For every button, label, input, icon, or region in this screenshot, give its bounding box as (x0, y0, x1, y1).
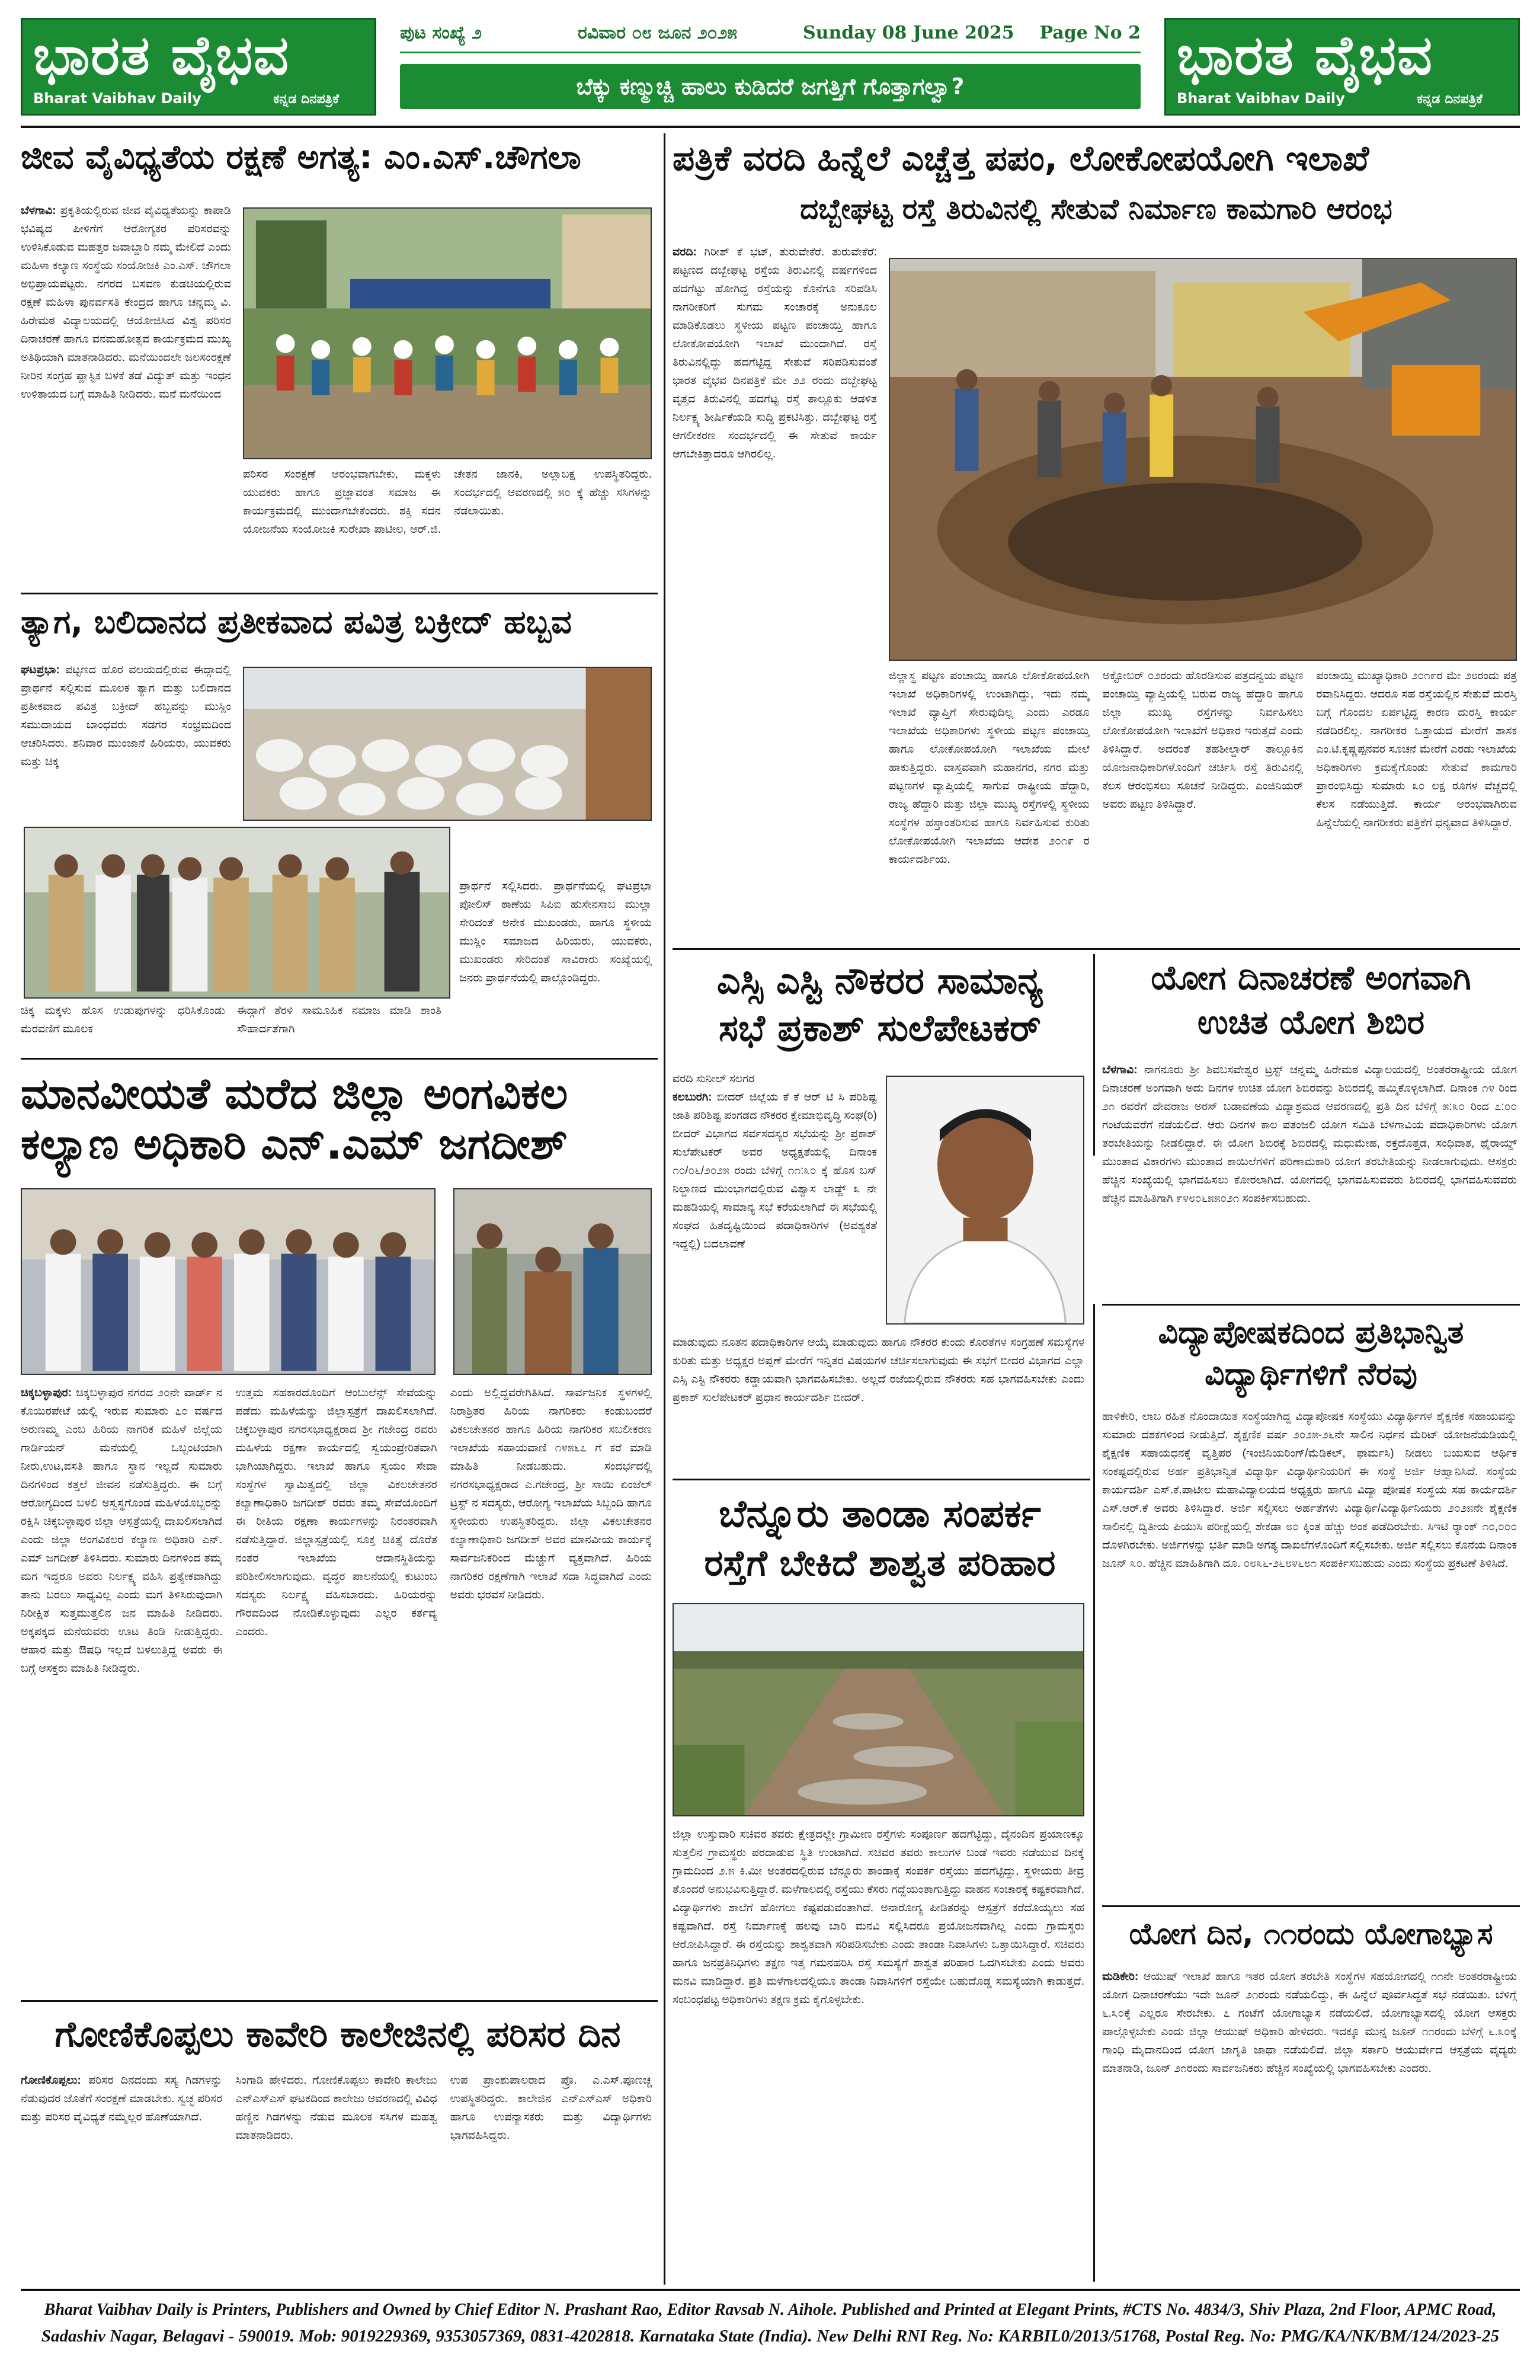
article-dateline: ಮಡಿಕೇರಿ: (1102, 1970, 1139, 1983)
photo-image (887, 1077, 1083, 1323)
article-headline-line1: ಮಾನವೀಯತೆ ಮರೆದ ಜಿಲ್ಲಾ ಅಂಗವಿಕಲ (21, 1069, 568, 1118)
article-headline: ತ್ಯಾಗ, ಬಲಿದಾನದ ಪ್ರತೀಕವಾದ ಪವಿತ್ರ ಬಕ್ರೀದ್ ಹಬ್ಬವ (21, 603, 572, 641)
article-column: ಪಂಚಾಯ್ತಿ ಮುಖ್ಯಾಧಿಕಾರಿ ೨೦೧೯ರ ಮೇ ೨೮ರಂದು ಪತ್ರ ರವಾನಿಸಿದ್ದರು. ಆದರೂ ಸಹ ರಸ್ತೆಯಲ್ಲಿನ ಸೇತುವೆ ದುರಸ್ತಿ ಬಗ್ಗೆ ಗೊಂದಲ ಏರ್ಪಟ್ಟಿದ್ದ ಕಾರಣ ದುರಸ್ತಿ ಕಾರ್ಯ ನಡೆದಿರಲಿಲ್ಲ. ನಾಗರೀಕರ ಒತ್ತಾಯದ ಮೇರೆಗೆ ಶಾಸಕ ಎಂ.ಟಿ.ಕೃಷ್ಣಪ್ಪನವರ ಸೂಚನೆ ಮೇರೆಗೆ ಎರಡು ಇಲಾಖೆಯ ಅಧಿಕಾರಿಗಳು ಕ್ರಮಕೈಗೊಂಡು ಸೇತುವೆ ಕಾಮಗಾರಿ ಪ್ರಾರಂಭಿಸಿದ್ದು ಸುಮಾರು ೩೦ ಲಕ್ಷ ರೂಗಳ ವೆಚ್ಚದಲ್ಲಿ ಕೆಲಸ ನಡೆಯುತ್ತಿದೆ. ಕಾರ್ಯ ಆರಂಭವಾಗಿರುವ ಹಿನ್ನೆಲೆಯಲ್ಲಿ ನಾಗರೀಕರು ಪತ್ರಿಕೆಗೆ ಧನ್ಯವಾದ ತಿಳಿಸಿದ್ದಾರೆ. (1316, 670, 1517, 829)
article-text: ಪ್ರಕೃತಿಯಲ್ಲಿರುವ ಜೀವ ವೈವಿಧ್ಯತೆಯನ್ನು ಕಾಪಾಡಿ ಭವಿಷ್ಯದ ಪೀಳಿಗೆಗೆ ಆರೋಗ್ಯಕರ ಪರಿಸರವನ್ನು ಉಳಿಸಿಕೊಡುವ ಮಹತ್ತರ ಜವಾಬ್ದಾರಿ ನಮ್ಮ ಮೇಲಿದೆ ಎಂದು ಮಹಿಳಾ ಕಲ್ಯಾಣ ಸಂಸ್ಥೆಯ ಸಂಯೋಜಕಿ ಎಂ.ಎಸ್. ಚೌಗಲಾ ಅಭಿಪ್ರಾಯಪಟ್ಟರು. ನಗರದ ಬಸವಣ ಕುಡಚಿಯಲ್ಲಿರುವ ರಕ್ಷಣೆ ಮಹಿಳಾ ಪುನರ್ವಸತಿ ಕೇಂದ್ರದ ಹಾಗೂ ಚನ್ನಮ್ಮ ವಿ. ಹಿರೇಮಠ ವಿದ್ಯಾಲಯದಲ್ಲಿ ಆಯೋಜಿಸಿದ ವಿಶ್ವ ಪರಿಸರ ದಿನಾಚರಣೆ ಹಾಗೂ ವನಮಹೋತ್ಸವ ಕಾರ್ಯಕ್ರಮದ ಮುಖ್ಯ ಅತಿಥಿಯಾಗಿ ಮಾತನಾಡಿದರು. ಮನೆಯಿಂದಲೇ ಜಲಸಂರಕ್ಷಣೆ ನೀರಿನ ಸಂಗ್ರಹ ಪ್ಲಾಸ್ಟಿಕ ಬಳಕೆ ತಡೆ ವಿದ್ಯುತ್ ಮತ್ತು ಇಂಧನ ಉಳಿತಾಯದ ಬಗ್ಗೆ ಮಾಹಿತಿ ನೀಡಿದರು. ಮನೆ ಮನೆಯಿಂದ (21, 204, 231, 401)
photo-image (674, 1604, 1083, 1815)
photo-rescue-elderly-woman (453, 1188, 652, 1375)
article-bakrid (21, 599, 655, 1055)
article-headline-line2: ರಸ್ತೆಗೆ ಬೇಕಿದೆ ಶಾಶ್ವತ ಪರಿಹಾರ (704, 1543, 1056, 1584)
article-tanda-road (673, 1485, 1087, 2282)
article-subheadline: ದಬ್ಬೇಘಟ್ಟ ರಸ್ತೆ ತಿರುವಿನಲ್ಲಿ ಸೇತುವೆ ನಿರ್ಮಾಣ ಕಾಮಗಾರಿ ಆರಂಭ (800, 193, 1392, 226)
photo-image (22, 1189, 434, 1374)
article-body (1102, 1968, 1517, 2276)
article-column (450, 1384, 652, 1976)
article-headline-line2: ಸಭೆ ಪ್ರಕಾಶ್ ಸುಲೆಪೇಟಕರ್ (719, 1006, 1041, 1050)
article-dateline: ಕಲಬುರಗಿ: (673, 1091, 712, 1103)
article-scst-meeting (673, 954, 1087, 1473)
article-dateline: ವರದಿ: (673, 246, 697, 258)
article-headline-line2: ಉಚಿತ ಯೋಗ ಶಿಬಿರ (1197, 1003, 1425, 1042)
masthead-tagline: ಬೆಕ್ಕು ಕಣ್ಮುಚ್ಚಿ ಹಾಲು ಕುಡಿದರೆ ಜಗತ್ತಿಗೆ ಗೊತ್ತಾಗಲ್ವಾ? (400, 64, 1141, 109)
article-body-continued: ಮಾಡುವುದು ನೂತನ ಪದಾಧಿಕಾರಿಗಳ ಆಯ್ಕೆ ಮಾಡುವುದು ಹಾಗೂ ನೌಕರರ ಕುಂದು ಕೊರತೆಗಳ ಸಂಗ್ರಹಣೆ ಸಮಸ್ಯೆಗಳ ಕುರಿತು ಮತ್ತು ಅಧ್ಯಕ್ಷರ ಅಪ್ಪಣೆ ಮೇರೆಗೆ ಇನ್ನಿತರ ವಿಷಯಗಳ ಚರ್ಚಿಸಲಾಗುವುದು ಈ ಸಭೆಗೆ ಬೀದರ ವಿಭಾಗದ ಎಲ್ಲಾ ಎಸ್ಸಿ ಎಸ್ಟಿ ನೌಕರರು ಕಡ್ಡಾಯವಾಗಿ ಭಾಗವಹಿಸಬೇಕು. ಅಲ್ಲದೆ ರಜೆಯಲ್ಲಿರುವ ನೌಕರರು ಸಹ ಭಾಗವಹಿಸಬೇಕು ಎಂದು ಪ್ರಕಾಶ್ ಸುಲೆಪೇಟಕರ್ ಪ್ರಧಾನ ಕಾರ್ಯದರ್ಶಿ ಬೀದರ್. (673, 1336, 1084, 1404)
article-column (21, 2071, 222, 2273)
article-body (21, 1384, 652, 1976)
masthead-title: ಭಾರತ ವೈಭವ (33, 23, 290, 87)
article-body-bottom: ಚಿಕ್ಕ ಮಕ್ಕಳು ಹೊಸ ಉಡುಪುಗಳನ್ನು ಧರಿಸಿಕೊಂಡು ಮೆರವಣಿಗೆ ಮೂಲಕ (21, 1005, 225, 1035)
footer-imprint-line2: Sadashiv Nagar, Belagavi - 590019. Mob: 9019229369, 9353057369, 0831-4202818. Karnataka State (India). New Delhi RNI Reg. No: KARBIL0/2013/51768, Postal Reg. No: PMG/KA/NK/BM/124/2023-25 (41, 2327, 1500, 2346)
article-dateline: ಚಿಕ್ಕಬಳ್ಳಾಪುರ: (21, 1387, 72, 1399)
article-body (21, 2071, 652, 2273)
section-divider (673, 948, 1520, 950)
masthead-info-row (400, 18, 1141, 53)
article-text: ಎಂದು ಅಲ್ಲಿದ್ದವರೇಗಿತಿಸಿದೆ. ಸಾರ್ವಜನಿಕ ಸ್ಥಳಗಳಲ್ಲಿ ನಿರಾಶ್ರಿತರ ಹಿರಿಯ ನಾಗರಿಕರು ಕಂಡುಬಂದರೆ ವಿಕಲಚೇತನರ ಹಾಗೂ ಹಿರಿಯ ನಾಗರಿಕರ ಸಬಲೀಕರಣ ಇಲಾಖೆಯ ಸಹಾಯವಾಣಿ ೧೪೫೬೭ ಗೆ ಕರೆ ಮಾಡಿ ಮಾಹಿತಿ ನೀಡಬಹುದು. ಸಂದರ್ಭದಲ್ಲಿ ನಗರಸಭಾಧ್ಯಕ್ಷರಾದ ಎ.ಗಜೇಂದ್ರ, ಶ್ರೀ ಸಾಯಿ ಏಂಜೆಲ್ ಟ್ರಸ್ಟ್ ನ ಸದಸ್ಯರು, ಆರೋಗ್ಯ ಇಲಾಖೆಯ ಸಿಬ್ಬಂದಿ ಹಾಗೂ ಸ್ಥಳೀಯರು ಉಪಸ್ಥಿತರಿದ್ದರು. (450, 1387, 652, 1528)
article-body (21, 201, 231, 587)
article-text: ನಾಗನೂರು ಶ್ರೀ ಶಿವಬಸವೇಶ್ವರ ಟ್ರಸ್ಟ್ ಚನ್ನಮ್ಮ ಹಿರೇಮಠ ವಿದ್ಯಾಲಯದಲ್ಲಿ ಅಂತರರಾಷ್ಟ್ರೀಯ ಯೋಗ ದಿನಾಚರಣೆ ಅಂಗವಾಗಿ ಅದು ದಿನಗಳ ಉಚಿತ ಯೋಗ ಶಿಬಿರವನ್ನು ಶಿಬಿರದಲ್ಲಿ ಹಮ್ಮಿಕೊಳ್ಳಲಾಗಿದೆ. ದಿನಾಂಕ ೧೪ ರಿಂದ ೨೧ ರವರೆಗೆ ದೇವರಾಜ ಅರಸ್ ಬಡಾವಣೆಯ ವಿದ್ಯಾಶ್ರಮದ ಆವರಣದಲ್ಲಿ ಪ್ರತಿ ದಿನ ಬೆಳಿಗ್ಗೆ ೫:೩೦ ರಿಂದ ೭:೦೦ ಗಂಟೆಯವರೆಗೆ ನಡೆಯಲಿದೆ. ಆರು ದಿನಗಳ ಕಾಲ ಪತಂಜಲಿ ಯೋಗ ಸಮಿತಿ ಬೆಳಗಾವಿಯ ಪದಾಧಿಕಾರಿಗಳು ಯೋಗ ತರಬೇತಿಯನ್ನು ನೀಡಲಿದ್ದಾರೆ. ಈ ಯೋಗ ಶಿಬಿರಕ್ಕೆ ಶಿಬಿರದಲ್ಲಿ ಮಧುಮೇಹ, ರಕ್ತದೊತ್ತಡ, ಸಂಧಿವಾತ, ಥೈರಾಯ್ಡ್ ಮುಂತಾದ ವಿಕಾರಗಳು ಮುಂತಾದ ಕಾಯಿಲೆಗಳಿಗೆ ಪರಿಣಾಮಕಾರಿ ಯೋಗ ತರಬೇತಿಯನ್ನು ನೀಡಲಾಗುವುದು. ಆಸಕ್ತರು ಹೆಚ್ಚಿನ ಸಂಖ್ಯೆಯಲ್ಲಿ ಭಾಗವಹಿಸಲು ಕೋರಲಾಗಿದೆ. ಯೋಗದಲ್ಲಿ ಭಾಗವಹಿಸುವವರು ಶಿಬಿರದಲ್ಲಿ ಭಾಗವಹಿಸುವವರು ಹೆಚ್ಚಿನ ಮಾಹಿತಿಗಾಗಿ ೯೪೮೦೬೫೫೦೨೧ ಸಂಪರ್ಕಿಸಬಹುದು. (1102, 1064, 1517, 1205)
masthead-logo-left (21, 18, 376, 116)
article-biodiversity (21, 133, 655, 590)
article-body (673, 1070, 877, 1330)
article-text: ಪಟ್ಟಣದ ಹೊರ ವಲಯದಲ್ಲಿರುವ ಈದ್ಗಾದಲ್ಲಿ ಪ್ರಾರ್ಥನೆ ಸಲ್ಲಿಸುವ ಮೂಲಕ ತ್ಯಾಗ ಮತ್ತು ಬಲಿದಾನದ ಪ್ರತೀಕವಾದ ಪವಿತ್ರ ಬಕ್ರೀದ್ ಹಬ್ಬವನ್ನು ಮುಸ್ಲಿಂ ಸಮುದಾಯದ ಬಾಂಧವರು ಸಡಗರ ಸಂಭ್ರಮದಿಂದ ಆಚರಿಸಿದರು. ಶನಿವಾರ ಮುಂಜಾನೆ ಹಿರಿಯರು, ಯುವಕರು ಮತ್ತು ಚಿಕ್ಕ (21, 664, 231, 768)
article-body-bottom: ಈದ್ಗಾಗೆ ತೆರಳಿ ಸಾಮೂಹಿಕ ನಮಾಜ ಮಾಡಿ ಶಾಂತಿ ಸೌಹಾರ್ದತೆಗಾಗಿ (237, 1005, 441, 1035)
article-column: ಉತ್ತಮ ಸಹಕಾರದೊಂದಿಗೆ ಆಂಬುಲೆನ್ಸ್ ಸೇವೆಯನ್ನು ಪಡೆದು ಮಹಿಳೆಯನ್ನು ಜಿಲ್ಲಾಸ್ಪತ್ರೆಗೆ ದಾಖಲಿಸಲಾಗಿದೆ. ಚಿಕ್ಕಬಳ್ಳಾಪುರ ನಗರಸಭಾಧ್ಯಕ್ಷರಾದ ಶ್ರೀ ಗಜೇಂದ್ರ ರವರು ಮಹಿಳೆಯ ರಕ್ಷಣಾ ಕಾರ್ಯದಲ್ಲಿ ಸ್ವಯಂಪ್ರೇರಿತವಾಗಿ ಭಾಗಿಯಾಗಿದ್ದರು. ಇಲಾಖೆ ಹಾಗೂ ಸ್ವಯಂ ಸೇವಾ ಸಂಸ್ಥೆಗಳ ಸ್ವಾಮಿತ್ವದಲ್ಲಿ ಜಿಲ್ಲಾ ವಿಕಲಚೇತನರ ಕಲ್ಯಾಣಾಧಿಕಾರಿ ಜಗದೀಶ್ ರವರು ತಮ್ಮ ಸೇವೆಯೊಂದಿಗೆ ಈ ರೀತಿಯ ರಕ್ಷಣಾ ಕಾರ್ಯಗಳನ್ನು ನಿರಂತರವಾಗಿ ನಡೆಸುತ್ತಿದ್ದಾರೆ. ಜಿಲ್ಲಾಸ್ಪತ್ರೆಯಲ್ಲಿ ಸೂಕ್ತ ಚಿಕಿತ್ಸೆ ದೊರೆತ ನಂತರ ಇಲಾಖೆಯ ಆದಾನಸ್ಥಿತಿಯನ್ನು ಪರಿಶೀಲಿಸಲಾಗುವುದು. ವೃದ್ಧರ ಪಾಲನೆಯಲ್ಲಿ ಕುಟುಂಬ ಸದಸ್ಯರು ನಿರ್ಲಕ್ಷ್ಯ ವಹಿಸಬಾರದು. ಹಿರಿಯರನ್ನು ಗೌರವದಿಂದ ನೋಡಿಕೊಳ್ಳುವುದು ಎಲ್ಲರ ಕರ್ತವ್ಯ ಎಂದರು. (235, 1387, 437, 1638)
photo-environment-day-group (243, 207, 652, 459)
article-headline: ಜೀವ ವೈವಿಧ್ಯತೆಯ ರಕ್ಷಣೆ ಅಗತ್ಯ: ಎಂ.ಎಸ್.ಚೌಗಲಾ (21, 138, 581, 177)
article-text: ಗಿರೀಶ್ ಕೆ ಭಟ್, ತುರುವೇಕೆರೆ. ತುರುವೇಕೆರೆ: ಪಟ್ಟಣದ ದಬ್ಬೇಘಟ್ಟ ರಸ್ತೆಯ ತಿರುವಿನಲ್ಲಿ ವರ್ಷಗಳಿಂದ ಹದಗೆಟ್ಟು ಹೋಗಿದ್ದ ರಸ್ತೆಯನ್ನು ಕೊನೆಗೂ ಸರಿಪಡಿಸಿ ನಾಗರೀಕರಿಗೆ ಸುಗಮ ಸಂಚಾರಕ್ಕೆ ಅನುಕೂಲ ಮಾಡಿಕೊಡಲು ಸ್ಥಳೀಯ ಪಟ್ಟಣ ಪಂಚಾಯ್ತಿ ಹಾಗೂ ಲೋಕೋಪಯೋಗಿ ಇಲಾಖೆ ಮುಂದಾಗಿದೆ. ರಸ್ತೆ ತಿರುವಿನಲ್ಲಿದ್ದು ಹದಗೆಟ್ಟಿದ್ದ ಸೇತುವೆ ಸರಿಪಡಿಸುವಂತೆ ಭಾರತ ವೈಭವ ದಿನಪತ್ರಿಕೆ ಮೇ ೨೨ ರಂದು ದಬ್ಬೇಘಟ್ಟ ವೃತ್ತದ ತಿರುವಿನಲ್ಲಿ ಹದಗೆಟ್ಟ ರಸ್ತೆ ತಾಲ್ಲೂಕು ಆಡಳಿತ ನಿರ್ಲಕ್ಷ್ಯ ಶೀರ್ಷಿಕೆಯಡಿ ಸುದ್ದಿ ಪ್ರಕಟಿಸಿತ್ತು. ದಬ್ಬೇಘಟ್ಟ ರಸ್ತೆ ಆಗಲೀಕರಣ ಸಂದರ್ಭದಲ್ಲಿ ಈ ಸೇತುವೆ ಕಾರ್ಯ ಆಗಬೇಕಿತ್ತಾದರೂ ಆಗಿರಲಿಲ್ಲ. (673, 246, 877, 460)
masthead-subtitle-en: Bharat Vaibhav Daily (1177, 90, 1345, 107)
date-en: Sunday 08 June 2025 (803, 23, 1014, 43)
article-text: ಚಿಕ್ಕಬಳ್ಳಾಪುರ ನಗರದ ೨೦ನೇ ವಾರ್ಡ್ ನ ಕೊಯಿರಪೇಟೆ ಯಲ್ಲಿ ಇರುವ ಸುಮಾರು ೭೦ ವರ್ಷದ ಅರುಣಮ್ಮ ಎಂಬ ಹಿರಿಯ ನಾಗರಿಕ ಮಹಿಳೆ ಜಿಲ್ಲೆಯ ಗಾರ್ಡಿಯನ್ ಮನೆಯಲ್ಲಿ ಒಬ್ಬಂಟಿಯಾಗಿ ನೀರು,ಉಟ,ವಸತಿ ಹಾಗೂ ಸ್ಥಾನ ಇಲ್ಲದೆ ಸುಮಾರು ದಿನಗಳಿಂದ ಕತ್ತಲೆ ಜೀವನ ನಡೆಸುತ್ತಿದ್ದರು. ಈ ಬಗ್ಗೆ ಆರೋಗ್ಯದಿಂದ ಬಳಲಿ ಅಸ್ವಸ್ಥಗೊಂಡ ಮಹಿಳೆಯೊಬ್ಬರನ್ನು ರಕ್ಷಿಸಿ ಚಿಕ್ಕಬಳ್ಳಾಪುರ ಜಿಲ್ಲಾ ಆಸ್ಪತ್ರೆಯಲ್ಲಿ ದಾಖಲಿಸಲಾಗಿದೆ ಎಂದು ಜಿಲ್ಲಾ ಅಂಗವಿಕಲರ ಕಲ್ಯಾಣ ಅಧಿಕಾರಿ ಎನ್. ಎಮ್ ಜಗದೀಶ್ ತಿಳಿಸಿದರು. ಸುಮಾರು ದಿನಗಳಿಂದ ತಮ್ಮ ಮಗ ಇದ್ದರೂ ಅವರು ನಿರ್ಲಕ್ಷ್ಯ ವಹಿಸಿ ಪ್ರತ್ಯೇಕವಾಗಿದ್ದು ತಾನು ಬರಲು ಸಾಧ್ಯವಿಲ್ಲ ಎಂದು ಮಗ ತಿಳಿಸಿರುವುದಾಗಿ ನಿರೀಕ್ಷಿತ ಸುತ್ತಮುತ್ತಲಿನ ಜನ ಮಾಹಿತಿ ನೀಡಿದರು. ಅಕ್ಕಪಕ್ಕದ ಮನೆಯವರು ಊಟ ತಿಂಡಿ ನೀಡುತ್ತಿದ್ದರು. ಆಹಾರ ಮತ್ತು ಔಷಧಿ ಇಲ್ಲದೆ ಬಳಲುತ್ತಿದ್ದ ಅವರು ಈ ಬಗ್ಗೆ ಆಸಕ್ತರು ಮಾಹಿತಿ ನೀಡಿದ್ದರು. (21, 1387, 223, 1675)
article-body-continued (889, 667, 1517, 936)
photo-officials-group (21, 1188, 436, 1375)
article-headline-line1: ಎಸ್ಸಿ ಎಸ್ಟಿ ನೌಕರರ ಸಾಮಾನ್ಯ (716, 959, 1043, 1002)
photo-eid-prayer (243, 667, 652, 821)
article-yoga-day (1102, 1911, 1520, 2282)
article-column: ಸಿಂಗಾಡಿ ಹೇಳಿದರು. ಗೋಣಿಕೊಪ್ಪಲು ಕಾವೇರಿ ಕಾಲೇಜು ಎನ್ಎಸ್ಎಸ್ ಘಟಕದಿಂದ ಕಾಲೇಜು ಆವರಣದಲ್ಲಿ ವಿವಿಧ ಹಣ್ಣಿನ ಗಿಡಗಳನ್ನು ನೆಡುವ ಮೂಲಕ ಸಸಿಗಳ ಮಹತ್ವ ಮಾತನಾಡಿದರು. (235, 2074, 437, 2142)
photo-image (244, 209, 651, 458)
article-text: ಬೀದರ್ ಜಿಲ್ಲೆಯ ಕೆ ಕೆ ಆರ್ ಟಿ ಸಿ ಪರಿಶಿಷ್ಟ ಜಾತಿ ಪರಿಶಿಷ್ಟ ಪಂಗಡದ ನೌಕರರ ಕ್ಷೇಮಾಭಿವೃದ್ಧಿ ಸಂಘ(ರಿ) ಬೀದರ್ ವಿಭಾಗದ ಸರ್ವಸದಸ್ಯರ ಸಭೆಯನ್ನು ಶ್ರೀ ಪ್ರಕಾಶ್ ಸುಲೆಪೇಟಕರ್ ಅವರ ಅಧ್ಯಕ್ಷತೆಯಲ್ಲಿ ದಿನಾಂಕ ೧೦/೦೬/೨೦೨೫ ರಂದು ಬೆಳಿಗ್ಗೆ ೧೧:೩೦ ಕ್ಕೆ ಹೊಸ ಬಸ್ ನಿಲ್ದಾಣದ ಮುಂಭಾಗದಲ್ಲಿರುವ ವಿಶ್ವಾಸ ಲಾಡ್ಜ್ ೩ ನೇ ಮಹಡಿಯಲ್ಲಿ ಸಾಮಾನ್ಯ ಸಭೆ ಕರೆಯಲಾಗಿದೆ ಈ ಸಭೆಯಲ್ಲಿ ಸಂಘದ ಹಿತದೃಷ್ಟಿಯಿಂದ ಪದಾಧಿಕಾರಿಗಳ (ಅವಶ್ಯಕತೆ ಇದ್ದಲ್ಲಿ) ಬದಲಾವಣೆ (673, 1091, 877, 1250)
article-headline-line2: ಕಲ್ಯಾಣ ಅಧಿಕಾರಿ ಎನ್.ಎಮ್ ಜಗದೀಶ್ (21, 1119, 568, 1169)
page-number-kn: ಪುಟ ಸಂಖ್ಯೆ ೨ (400, 23, 482, 43)
article-text: ಜಿಲ್ಲಾ ವಿಕಲಚೇತನರ ಕಲ್ಯಾಣಾಧಿಕಾರಿ ಜಗದೀಶ್ ಅವರ ಮಾನವೀಯ ಕಾರ್ಯಕ್ಕೆ ಸಾರ್ವಜನಿಕರಿಂದ ಮೆಚ್ಚುಗೆ ವ್ಯಕ್ತವಾಗಿದೆ. ಹಿರಿಯ ನಾಗರಿಕರ ರಕ್ಷಣೆಗಾಗಿ ಇಲಾಖೆ ಸದಾ ಸಿದ್ಧವಾಗಿದೆ ಎಂದು ಅವರು ಭರವಸೆ ನೀಡಿದರು. (450, 1515, 652, 1601)
article-disability-officer (21, 1064, 655, 1988)
photo-police-officers (24, 827, 450, 999)
article-dateline: ಘಟಪ್ರಭಾ: (21, 664, 60, 676)
article-column (21, 1384, 222, 1976)
article-yoga-camp (1102, 954, 1520, 1301)
article-column: ಉಪ ಪ್ರಾಂಶುಪಾಲರಾದ ಪ್ರೊ. ಎ.ಎಸ್.ಪೂಣಚ್ಚ ಉಪಸ್ಥಿತರಿದ್ದರು. ಕಾಲೇಜಿನ ಎನ್ಎಸ್ಎಸ್ ಅಧಿಕಾರಿ ಹಾಗೂ ಉಪನ್ಯಾಸಕರು ಮತ್ತು ವಿದ್ಯಾರ್ಥಿಗಳು ಭಾಗವಹಿಸಿದ್ದರು. (450, 2074, 652, 2142)
article-headline: ಯೋಗ ದಿನ, ೧೧ರಂದು ಯೋಗಾಭ್ಯಾಸ (1129, 1917, 1493, 1951)
page-number-en: Page No 2 (1039, 23, 1141, 43)
section-divider (1102, 1905, 1520, 1907)
section-divider (21, 1058, 658, 1060)
column-divider (664, 133, 665, 2285)
article-body: ಜಿಲ್ಲಾ ಉಸ್ತುವಾರಿ ಸಚಿವರ ತವರು ಕ್ಷೇತ್ರದಲ್ಲೇ ಗ್ರಾಮೀಣ ರಸ್ತೆಗಳು ಸಂಪೂರ್ಣ ಹದಗೆಟ್ಟಿದ್ದು, ದೈನಂದಿನ ಪ್ರಯಾಣಕ್ಕೂ ಸುತ್ತಲಿನ ಗ್ರಾಮಸ್ಥರು ಪರದಾಡುವ ಸ್ಥಿತಿ ಉಂಟಾಗಿದೆ. ಸಚಿವರ ತವರು ಕಾಲುಗಳ ಬಂಡೆ ಇವರು ನಡೆಯುವ ದಿನಕ್ಕೆ ಗ್ರಾಮದಿಂದ ೨.೫ ಕಿ.ಮೀ ಅಂತರದಲ್ಲಿರುವ ಬೆನ್ನೂರು ತಾಂಡಾಕ್ಕೆ ಸಂಪರ್ಕ ರಸ್ತೆಯು ಹದಗೆಟ್ಟಿದ್ದು, ಸ್ಥಳೀಯರು ತೀವ್ರ ತೊಂದರೆ ಅನುಭವಿಸುತ್ತಿದ್ದಾರೆ. ಮಳೆಗಾಲದಲ್ಲಿ ರಸ್ತೆಯು ಕೆಸರು ಗದ್ದೆಯಂತಾಗುತ್ತಿದ್ದು ವಾಹನ ಸಂಚಾರಕ್ಕೆ ಕಷ್ಟಕರವಾಗಿದೆ. ವಿದ್ಯಾರ್ಥಿಗಳು ಶಾಲೆಗೆ ಹೋಗಲು ಕಷ್ಟಪಡುವಂತಾಗಿದೆ. ಅನಾರೋಗ್ಯ ಪೀಡಿತರನ್ನು ಆಸ್ಪತ್ರೆಗೆ ಕರೆದೊಯ್ಯಲು ಸಹ ಕಷ್ಟವಾಗಿದೆ. ರಸ್ತೆ ನಿರ್ಮಾಣಕ್ಕೆ ಹಲವು ಬಾರಿ ಮನವಿ ಸಲ್ಲಿಸಿದರೂ ಪ್ರಯೋಜನವಾಗಿಲ್ಲ ಎಂದು ಗ್ರಾಮಸ್ಥರು ಆರೋಪಿಸಿದ್ದಾರೆ. ಈ ರಸ್ತೆಯನ್ನು ಶಾಶ್ವತವಾಗಿ ಸರಿಪಡಿಸಬೇಕು ಎಂದು ತಾಂಡಾ ನಿವಾಸಿಗಳು ಒತ್ತಾಯಿಸಿದ್ದಾರೆ. ಸಚಿವರು ಹಾಗೂ ಜನಪ್ರತಿನಿಧಿಗಳು ತಕ್ಷಣ ಇತ್ತ ಗಮನಹರಿಸಿ ರಸ್ತೆ ಸಮಸ್ಯೆಗೆ ಶಾಶ್ವತ ಪರಿಹಾರ ಒದಗಿಸಬೇಕು ಎಂದು ಅವರು ಮನವಿ ಮಾಡಿದ್ದಾರೆ. ಪ್ರತಿ ಮಳೆಗಾಲದಲ್ಲಿಯೂ ತಾಂಡಾ ನಿವಾಸಿಗಳಿಗೆ ರಸ್ತೆಯೇ ಬಹುದೊಡ್ಡ ಸಮಸ್ಯೆಯಾಗಿ ಕಾಡುತ್ತದೆ. ಸಂಬಂಧಪಟ್ಟ ಅಧಿಕಾರಿಗಳು ತಕ್ಷಣ ಕ್ರಮ ಕೈಗೊಳ್ಳಬೇಕು. (673, 1828, 1084, 2006)
article-text: ಆಯುಷ್ ಇಲಾಖೆ ಹಾಗೂ ಇತರ ಯೋಗ ತರಬೇತಿ ಸಂಸ್ಥೆಗಳ ಸಹಯೋಗದಲ್ಲಿ ೧೧ನೇ ಅಂತರರಾಷ್ಟ್ರೀಯ ಯೋಗ ದಿನಾಚರಣೆಯು ಇದೇ ಜೂನ್ ೨೧ರಂದು ನಡೆಯಲಿದ್ದು, ಈ ಹಿನ್ನೆಲೆ ಪೂರ್ವಸಿದ್ಧತೆ ಸಭೆ ನಡೆಯಿತು. ಬೆಳಿಗ್ಗೆ ೬.೩೦ಕ್ಕೆ ಎಲ್ಲರೂ ಸೇರಬೇಕು. ೭ ಗಂಟೆಗೆ ಯೋಗಾಭ್ಯಾಸ ನಡೆಯಲಿದೆ. ಯೋಗಾಭ್ಯಾಸದಲ್ಲಿ ಯೋಗ ಆಸಕ್ತರು ಪಾಲ್ಗೊಳ್ಳಬೇಕು ಎಂದು ಜಿಲ್ಲಾ ಆಯುಷ್ ಅಧಿಕಾರಿ ಹೇಳಿದರು. ಇದಕ್ಕೂ ಮುನ್ನ ಜೂನ್ ೧೧ರಂದು ಬೆಳಿಗ್ಗೆ ೬.೩೦ಕ್ಕೆ ಗಾಂಧಿ ಮೈದಾನದಿಂದ ಯೋಗ ಜಾಗೃತಿ ಜಾಥಾ ನಡೆಯಲಿದೆ. ಜಿಲ್ಲಾ ಸರ್ಕಾರಿ ಆಯುರ್ವೇದ ಆಸ್ಪತ್ರೆಯ ವೈದ್ಯರು ಮಾತನಾಡಿ, ಜೂನ್ ೨೧ರಂದು ಸಾರ್ವಜನಿಕರು ಹೆಚ್ಚಿನ ಸಂಖ್ಯೆಯಲ್ಲಿ ಭಾಗವಹಿಸಬೇಕು ಎಂದರು. (1102, 1970, 1517, 2075)
article-column: ಜಿಲ್ಲಾಸ್ಥ ಪಟ್ಟಣ ಪಂಚಾಯ್ತಿ ಹಾಗೂ ಲೋಕೋಪಯೋಗಿ ಇಲಾಖೆ ಅಧಿಕಾರಿಗಳಲ್ಲಿ ಉಂಟಾಗಿದ್ದು, ಇದು ನಮ್ಮ ಇಲಾಖೆ ವ್ಯಾಪ್ತಿಗೆ ಸೇರುವುದಿಲ್ಲ ಎಂದು ಎರಡೂ ಇಲಾಖೆಯ ಅಧಿಕಾರಿಗಳು ಸ್ಥಳೀಯ ಪಟ್ಟಣ ಪಂಚಾಯ್ತಿ ಹಾಗೂ ಲೋಕೋಪಯೋಗಿ ಇಲಾಖೆಯ ಮೇಲೆ ಹಾಕುತ್ತಿದ್ದರು. ವಾಸ್ತವವಾಗಿ ಮಹಾನಗರ, ನಗರ ಮತ್ತು ಪಟ್ಟಣಗಳ ವ್ಯಾಪ್ತಿಯಲ್ಲಿ ಸಾಗುವ ರಾಷ್ಟ್ರೀಯ ಹೆದ್ದಾರಿ, ರಾಜ್ಯ ಹೆದ್ದಾರಿ ಮತ್ತು ಜಿಲ್ಲಾ ಮುಖ್ಯ ರಸ್ತೆಗಳಲ್ಲಿ ಸ್ಥಳೀಯ ಸಂಸ್ಥೆಗಳ ಹಸ್ತಾಂತರಿಸುವ ಹಾಗೂ ನಿರ್ವಹಿಸುವ ಕುರಿತು ಲೋಕೋಪಯೋಗಿ ಇಲಾಖೆಯ ಆದೇಶ ೨೦೧೯ ರ ಕಾರ್ಯದರ್ಶಿಯ. (889, 670, 1090, 866)
article-body: ಹಾಳಿಕೇರಿ, ಲಾಬ ರಹಿತ ನೊಂದಾಯಿತ ಸಂಸ್ಥೆಯಾಗಿದ್ದ ವಿದ್ಯಾಪೋಷಕ ಸಂಸ್ಥೆಯು ವಿದ್ಯಾರ್ಥಿಗಳ ಶೈಕ್ಷಣಿಕ ಸಹಾಯವನ್ನು ಸುಮಾರು ದಶಕಗಳಿಂದ ನೀಡುತ್ತಿದೆ. ಶೈಕ್ಷಣಿಕ ವರ್ಷ ೨೦೨೫-೨೬ನೇ ಸಾಲಿನ ನಿರ್ಧನ ಮೆರಿಟ್ ಯೋಜನೆಯಡಿಯಲ್ಲಿ ಶೈಕ್ಷಣಿಕ ಸಹಾಯಧನಕ್ಕೆ ವೃತ್ತಿಪರ (ಇಂಜಿನಿಯರಿಂಗ್/ಮೆಡಿಕಲ್, ಫಾರ್ಮಸಿ) ನೀಡಲು ಬಯಸುವ ಆರ್ಥಿಕ ಸಂಕಷ್ಟದಲ್ಲಿರುವ ಅರ್ಹ ಪ್ರತಿಭಾನ್ವಿತ ವಿದ್ಯಾರ್ಥಿ ವಿದ್ಯಾರ್ಥಿನಿಯರಿಗೆ ಈ ಸಂಸ್ಥೆ ಅರ್ಜಿ ಆಹ್ವಾನಿಸಿದೆ. ಸಂಸ್ಥೆಯ ಕಾರ್ಯದರ್ಶಿ ಎಸ್.ಕೆ.ಪಾಟೀಲ ಮಹಾವಿದ್ಯಾಲಯದ ಅಧ್ಯಕ್ಷರು ಹಾಗೂ ವಿದ್ಯಾ ಪೋಷಕ ಸಂಸ್ಥೆಯ ಸಹ ಕಾರ್ಯದರ್ಶಿ ಎಸ್.ಆರ್.ಕೆ ಅವರು ತಿಳಿಸಿದ್ದಾರೆ. ಅರ್ಜಿ ಸಲ್ಲಿಸಲು ಅರ್ಹತೆಗಳು ವಿದ್ಯಾರ್ಥಿ/ವಿದ್ಯಾರ್ಥಿನಿಯರು ೨೦೨೫ನೇ ಶೈಕ್ಷಣಿಕ ಸಾಲಿನಲ್ಲಿ ದ್ವಿತೀಯ ಪಿಯುಸಿ ಪರೀಕ್ಷೆಯಲ್ಲಿ ಶೇಕಡಾ ೮೦ ಕ್ಕಿಂತ ಹೆಚ್ಚು ಅಂಕ ಪಡೆದಿರಬೇಕು. ಸಿಇಟಿ ರ್‍ಯಾಂಕ್ ೧೦,೦೦೦ ದೊಳಗಿರಬೇಕು. ಅರ್ಜಿಗಳನ್ನು ಭರ್ತಿ ಮಾಡಿ ಅಗತ್ಯ ದಾಖಲೆಗಳೊಂದಿಗೆ ಸಲ್ಲಿಸಬೇಕು. ಅರ್ಜಿ ಸಲ್ಲಿಸಲು ಕೊನೆಯ ದಿನಾಂಕ ಜೂನ್ ೩೦. ಹೆಚ್ಚಿನ ಮಾಹಿತಿಗಾಗಿ ದೂ. ೦೮೩೬-೨೬೮೪೬೮೧ ಸಂಪರ್ಕಿಸಬಹುದು ಎಂದು ಸಂಸ್ಥೆಯ ಪ್ರಕಟಣೆ ತಿಳಿಸಿದೆ. (1102, 1410, 1517, 1570)
article-byline: ವರದಿ ಸುನೀಲ್ ಸಲಗರ (673, 1073, 755, 1085)
footer-imprint-line1: Bharat Vaibhav Daily is Printers, Publishers and Owned by Chief Editor N. Prashant Rao, Editor Ravsab N. Aihole. Published and Printed at Elegant Prints, #CTS No. 4834/3, Shiv Plaza, 2nd Floor, APMC Road, (44, 2301, 1497, 2319)
article-body-continued: ಪರಿಸರ ಸಂರಕ್ಷಣೆ ಆರಂಭವಾಗಬೇಕು, ಮಕ್ಕಳು ಯುವಕರು ಹಾಗೂ ಪ್ರಜ್ಞಾವಂತ ಸಮಾಜ ಈ ಕಾರ್ಯಕ್ರಮದಲ್ಲಿ ಮುಂದಾಗಬೇಕೆಂದರು. ಶಕ್ತಿ ಸದನ ಯೋಜನೆಯ ಸಂಯೋಜಕಿ ಸುರೇಖಾ ಪಾಟೀಲ, ಆರ್.ಜಿ. ಚೇತನ ಜಾನಕಿ, ಅಲ್ಲಾಬಕ್ಷ ಉಪಸ್ಥಿತರಿದ್ದರು. ಸಂದರ್ಭದಲ್ಲಿ ಆವರಣದಲ್ಲಿ ೫೦ ಕ್ಕೆ ಹೆಚ್ಚು ಸಸಿಗಳನ್ನು ನೆಡಲಾಯಿತು. (243, 468, 652, 536)
page-footer (21, 2289, 1520, 2360)
masthead-info (400, 18, 1141, 116)
photo-muddy-road (673, 1603, 1084, 1816)
section-divider (1102, 1304, 1520, 1306)
photo-image (890, 259, 1516, 660)
column-divider (1093, 954, 1095, 1156)
article-body (21, 661, 231, 827)
article-headline-line1: ಬೆನ್ನೂರು ತಾಂಡಾ ಸಂಪರ್ಕ (719, 1492, 1041, 1536)
date-kn: ರವಿವಾರ ೦೮ ಜೂನ ೨೦೨೫ (578, 23, 738, 43)
article-dateline: ಬೆಳಗಾವಿ: (21, 204, 56, 217)
article-vidyaposhak (1102, 1310, 1520, 1902)
masthead-title: ಭಾರತ ವೈಭವ (1177, 23, 1433, 87)
section-divider (21, 593, 658, 594)
article-dateline: ಗೋಣಿಕೊಪ್ಪಲು: (21, 2074, 81, 2087)
article-bridge-construction (673, 133, 1520, 945)
photo-image (244, 668, 651, 820)
article-headline-line1: ವಿದ್ಯಾಪೋಷಕದಿಂದ ಪ್ರತಿಭಾನ್ವಿತ (1158, 1315, 1464, 1351)
photo-image (25, 828, 449, 997)
masthead-divider (21, 126, 1520, 128)
article-body-continued: ಪ್ರಾರ್ಥನೆ ಸಲ್ಲಿಸಿದರು. ಪ್ರಾರ್ಥನೆಯಲ್ಲಿ ಘಟಪ್ರಭಾ ಪೋಲಿಸ್ ಠಾಣೆಯ ಸಿಪಿಐ ಹುಸೇನಸಾಬ ಮುಲ್ಲಾ ಸೇರಿದಂತೆ ಅನೇಕ ಮುಖಂಡರು, ಹಾಗೂ ಸ್ಥಳೀಯ ಮುಸ್ಲಿಂ ಸಮಾಜದ ಹಿರಿಯರು, ಯುವಕರು, ಮುಖಂಡರು ಸೇರಿದಂತೆ ಸಾವಿರಾರು ಸಂಖ್ಯೆಯಲ್ಲಿ ಜನರು ಪ್ರಾರ್ಥನೆಯಲ್ಲಿ ಪಾಲ್ಗೊಂಡಿದ್ದರು. (459, 880, 652, 984)
article-gonikoppal-college (21, 2006, 655, 2279)
masthead (21, 18, 1520, 116)
column-divider (1093, 1304, 1095, 2282)
masthead-subtitle-en: Bharat Vaibhav Daily (33, 90, 201, 107)
article-column: ಅಕ್ಟೋಬರ್ ೦೨ರಂದು ಹೊರಡಿಸುವ ಪತ್ರದನ್ವಯ ಪಟ್ಟಣ ಪಂಚಾಯ್ತಿ ವ್ಯಾಪ್ತಿಯಲ್ಲಿ ಬರುವ ರಾಜ್ಯ ಹೆದ್ದಾರಿ ಹಾಗೂ ಜಿಲ್ಲಾ ಮುಖ್ಯ ರಸ್ತೆಗಳನ್ನು ನಿರ್ವಹಿಸಲು ಲೋಕೋಪಯೋಗಿ ಇಲಾಖೆಗೆ ಅಧಿಕಾರ ಇರುತ್ತದೆ ಎಂದು ತಿಳಿಸಿದ್ದಾರೆ. ಅದರಂತೆ ತಹಶೀಲ್ದಾರ್ ತಾಲ್ಲೂಕಿನ ಯೋಜನಾಧಿಕಾರಿಗಳೊಂದಿಗೆ ಚರ್ಚಿಸಿ ರಸ್ತೆ ತಿರುವಿನಲ್ಲಿ ಕೆಲಸ ಆರಂಭಿಸಲು ಸೂಚನೆ ನೀಡಿದ್ದರು. ಎಂಜಿನಿಯರ್ ಅವರು ಪಟ್ಟಣ ತಿಳಿಸಿದ್ದಾರೆ. (1102, 670, 1304, 811)
article-body (1102, 1061, 1517, 1295)
masthead-subtitle-kn: ಕನ್ನಡ ದಿನಪತ್ರಿಕೆ (1417, 92, 1483, 107)
photo-image (454, 1189, 651, 1374)
masthead-logo-right (1164, 18, 1520, 116)
article-headline-line1: ಯೋಗ ದಿನಾಚರಣೆ ಅಂಗವಾಗಿ (1151, 959, 1471, 997)
masthead-subtitle-kn: ಕನ್ನಡ ದಿನಪತ್ರಿಕೆ (273, 92, 339, 107)
section-divider (21, 2000, 658, 2002)
photo-prakash-sulepetkar (886, 1076, 1084, 1325)
photo-bridge-excavation (889, 258, 1517, 661)
article-headline: ಪತ್ರಿಕೆ ವರದಿ ಹಿನ್ನೆಲೆ ಎಚ್ಚೆತ್ತ ಪಪಂ, ಲೋಕೋಪಯೋಗಿ ಇಲಾಖೆ (673, 138, 1369, 178)
article-text: ಪರಿಸರ ದಿನದಂದು ಸಸ್ಯ ಗಿಡಗಳನ್ನು ನೆಡುವುದರ ಜೊತೆಗೆ ಸಂರಕ್ಷಣೆ ಮಾಡಬೇಕು. ಸ್ವಚ್ಛ ಪರಿಸರ ಮತ್ತು ಪರಿಸರ ವೈವಿಧ್ಯತೆ ನಮ್ಮೆಲ್ಲರ ಹೊಣೆಯಾಗಿದೆ. (21, 2074, 223, 2123)
article-body (673, 243, 877, 936)
article-dateline: ಬೆಳಗಾವಿ: (1102, 1064, 1138, 1076)
article-headline: ಗೋಣಿಕೊಪ್ಪಲು ಕಾವೇರಿ ಕಾಲೇಜಿನಲ್ಲಿ ಪರಿಸರ ದಿನ (55, 2014, 621, 2055)
section-divider (673, 1479, 1090, 1480)
article-headline-line2: ವಿದ್ಯಾರ್ಥಿಗಳಿಗೆ ನೆರವು (1205, 1357, 1417, 1392)
